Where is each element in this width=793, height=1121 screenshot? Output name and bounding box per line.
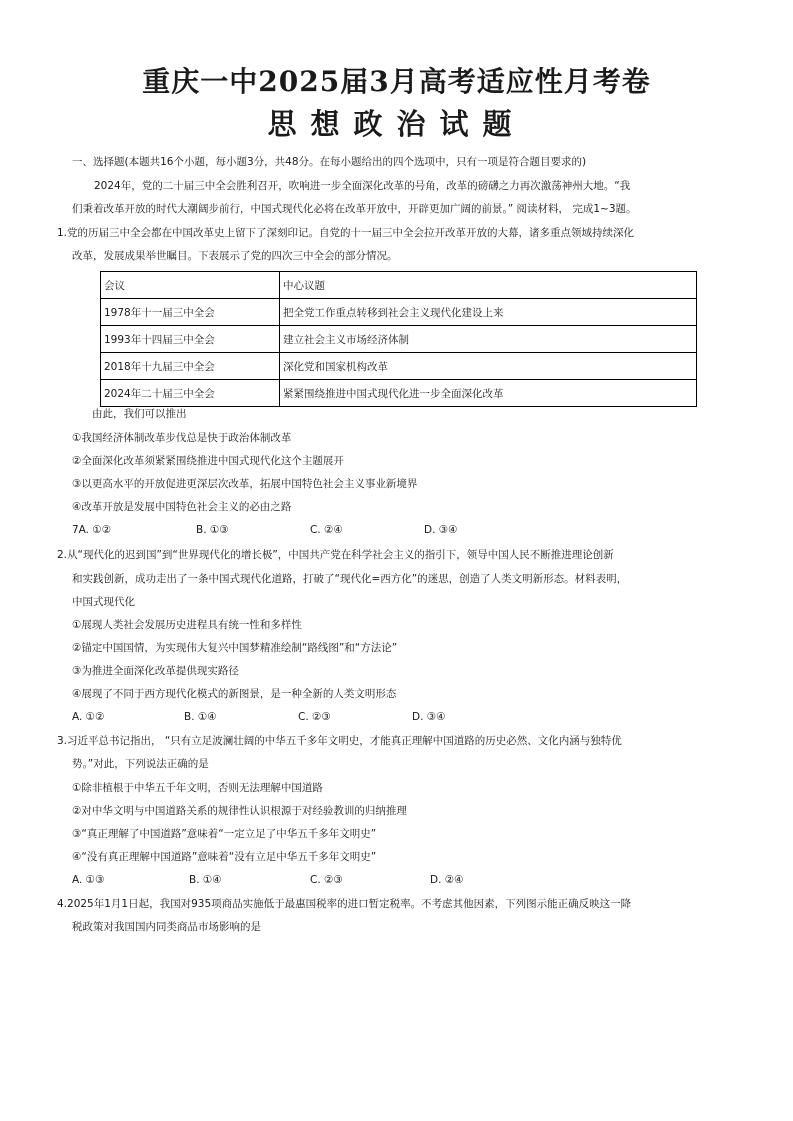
q2-stem: 和实践创新，成功走出了一条中国式现代化道路，打破了“现代化=西方化”的迷思，创造了人类文明新形态。材料表明，: [72, 573, 628, 585]
q2-item: ④展现了不同于西方现代化模式的新图景，是一种全新的人类文明形态: [72, 688, 397, 700]
q3-item: ①除非植根于中华五千年文明，否则无法理解中国道路: [72, 782, 323, 794]
option-b[interactable]: B. ①③: [196, 524, 229, 536]
q2-stem: 中国式现代化: [72, 596, 135, 608]
plenum-table: [100, 271, 697, 407]
q2-item: ②锚定中国国情，为实现伟大复兴中国梦精准绘制“路线图”和“方法论”: [72, 642, 398, 654]
table-cell: 2018年十九届三中全会: [101, 353, 280, 380]
q2-item: ①展现人类社会发展历史进程具有统一性和多样性: [72, 619, 302, 631]
option-d[interactable]: D. ③④: [412, 711, 446, 723]
table-cell: 1978年十一届三中全会: [101, 299, 280, 326]
q2-item: ③为推进全面深化改革提供现实路径: [72, 665, 239, 677]
option-b[interactable]: B. ①④: [189, 874, 222, 886]
table-header-row: [101, 272, 697, 299]
q3-stem: 3.习近平总书记指出， “只有立足波澜壮阔的中华五千多年文明史，才能真正理解中国道路的历史必然、文化内涵与独特优: [57, 735, 622, 747]
table-row: [101, 353, 697, 380]
q1-stem: 改革，发展成果举世瞩目。下表展示了党的四次三中全会的部分情况。: [72, 250, 398, 262]
table-cell: 紧紧围绕推进中国式现代化进一步全面深化改革: [280, 380, 697, 407]
table-row: [101, 326, 697, 353]
table-header-cell: 会议: [101, 272, 280, 299]
table-cell: 把全党工作重点转移到社会主义现代化建设上来: [280, 299, 697, 326]
q1-stem: 1.党的历届三中全会都在中国改革史上留下了深刻印记。自党的十一届三中全会拉开改革开放的大幕，诸多重点领域持续深化: [57, 227, 635, 239]
q3-item: ②对中华文明与中国道路关系的规律性认识根源于对经验教训的归纳推理: [72, 805, 407, 817]
option-c[interactable]: C. ②④: [310, 524, 343, 536]
option-b[interactable]: B. ①④: [184, 711, 217, 723]
table-row: [101, 299, 697, 326]
table-row: [101, 380, 697, 407]
table-cell: 深化党和国家机构改革: [280, 353, 697, 380]
material-text: 2024年，党的二十届三中全会胜利召开，吹响进一步全面深化改革的号角，改革的磅礴之力再次激荡神州大地。“我: [94, 180, 631, 192]
option-c[interactable]: C. ②③: [310, 874, 343, 886]
option-d[interactable]: D. ②④: [430, 874, 464, 886]
q4-stem: 4.2025年1月1日起，我国对935项商品实施低于最惠国税率的进口暂定税率。不考虑其他因素，下列图示能正确反映这一降: [57, 898, 632, 910]
material-text: 们秉着改革开放的时代大潮阔步前行，中国式现代化必将在改革开放中，开辟更加广阔的前景。” 阅读材料， 完成1~3题。: [72, 203, 637, 215]
option-d[interactable]: D. ③④: [424, 524, 458, 536]
option-a[interactable]: 7A. ①②: [72, 524, 112, 536]
q1-item: ①我国经济体制改革步伐总是快于政治体制改革: [72, 432, 292, 444]
q1-item: ③以更高水平的开放促进更深层次改革，拓展中国特色社会主义事业新境界: [72, 478, 418, 490]
q4-stem: 税政策对我国国内同类商品市场影响的是: [72, 921, 261, 933]
table-header-cell: 中心议题: [280, 272, 697, 299]
q3-item: ③“真正理解了中国道路”意味着“一定立足了中华五千多年文明史”: [72, 828, 377, 840]
table-cell: 2024年二十届三中全会: [101, 380, 280, 407]
q3-stem: 势。”对此，下列说法正确的是: [72, 758, 209, 770]
q1-lead: 由此，我们可以推出: [92, 408, 187, 420]
exam-title: 重庆一中2025届3月高考适应性月考卷: [142, 65, 651, 98]
table-cell: 1993年十四届三中全会: [101, 326, 280, 353]
section-heading: 一、选择题(本题共16个小题，每小题3分，共48分。在每小题给出的四个选项中，只有一项是符合题目要求的): [72, 156, 587, 168]
q2-stem: 2.从“现代化的迟到国”到“世界现代化的增长极”，中国共产党在科学社会主义的指引下，领导中国人民不断推进理论创新: [57, 549, 614, 561]
option-a[interactable]: A. ①②: [72, 711, 105, 723]
q1-item: ④改革开放是发展中国特色社会主义的必由之路: [72, 501, 292, 513]
option-c[interactable]: C. ②③: [298, 711, 331, 723]
option-a[interactable]: A. ①③: [72, 874, 105, 886]
table-cell: 建立社会主义市场经济体制: [280, 326, 697, 353]
exam-subject: 思想政治试题: [267, 107, 526, 141]
q1-item: ②全面深化改革须紧紧围绕推进中国式现代化这个主题展开: [72, 455, 344, 467]
q3-item: ④“没有真正理解中国道路”意味着“没有立足中华五千多年文明史”: [72, 851, 377, 863]
